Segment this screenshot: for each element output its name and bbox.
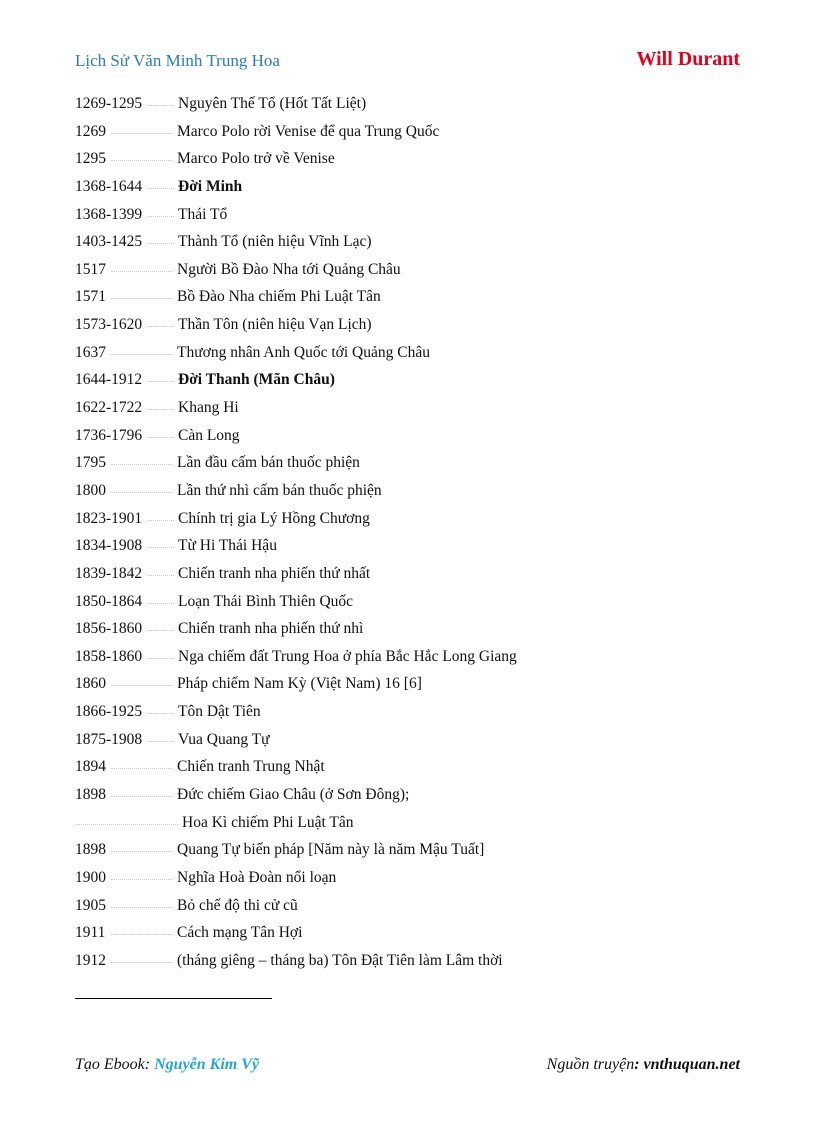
dot-leader (147, 713, 174, 714)
timeline-event: Tôn Dật Tiên (178, 703, 261, 721)
book-title: Lịch Sử Văn Minh Trung Hoa (75, 51, 280, 70)
timeline-event: Thành Tổ (niên hiệu Vĩnh Lạc) (178, 233, 372, 251)
timeline-row (75, 783, 755, 811)
timeline-date: 1866-1925 (75, 703, 143, 721)
timeline-date: 1839-1842 (75, 564, 143, 582)
dot-leader (111, 160, 173, 161)
dot-leader (147, 603, 174, 604)
timeline-row (75, 838, 755, 866)
timeline-event: Bỏ chế độ thi cử cũ (177, 896, 298, 914)
dot-leader (111, 851, 173, 852)
dot-leader (147, 105, 174, 106)
timeline-date: 1875-1908 (75, 730, 143, 748)
timeline-row (75, 562, 755, 590)
dot-leader (147, 658, 174, 659)
timeline-event: Hoa Kì chiếm Phi Luật Tân (182, 813, 354, 831)
timeline-row (75, 285, 755, 313)
timeline-row (75, 451, 755, 479)
timeline-row (75, 645, 755, 673)
timeline-date: 1900 (75, 868, 106, 886)
dot-leader (111, 354, 173, 355)
timeline-date: 1368-1399 (75, 205, 143, 223)
dot-leader (147, 326, 174, 327)
timeline-event: Cách mạng Tân Hợi (177, 924, 303, 942)
timeline-event: Lần đầu cấm bán thuốc phiện (177, 454, 360, 472)
footer-ebook-credit: Tạo Ebook: Nguyễn Kim Vỹ (75, 1056, 259, 1073)
timeline-date: 1905 (75, 896, 106, 914)
timeline-row (75, 700, 755, 728)
dot-leader (75, 824, 178, 825)
timeline-date: 1637 (75, 343, 106, 361)
timeline-date: 1912 (75, 951, 106, 969)
timeline-date: 1800 (75, 481, 106, 499)
dot-leader (111, 962, 173, 963)
timeline-event: Đời Thanh (Mãn Châu) (178, 371, 335, 389)
timeline-row (75, 728, 755, 756)
dot-leader (111, 768, 173, 769)
timeline-date: 1795 (75, 454, 106, 472)
dot-leader (111, 879, 173, 880)
footnote-divider (75, 998, 272, 999)
timeline-event: Chiến tranh Trung Nhật (177, 758, 325, 776)
timeline-row (75, 341, 755, 369)
timeline-event: Khang Hi (178, 399, 239, 417)
timeline-row (75, 672, 755, 700)
timeline-date: 1517 (75, 260, 106, 278)
footer-source-credit: Nguồn truyện: vnthuquan.net (546, 1056, 740, 1073)
timeline-event: (tháng giêng – tháng ba) Tôn Đật Tiên làm Lâm thời (177, 951, 503, 969)
source-label: Nguồn truyện (546, 1056, 635, 1073)
timeline-row (75, 866, 755, 894)
timeline-event: Loạn Thái Bình Thiên Quốc (178, 592, 354, 610)
timeline-row (75, 230, 755, 258)
dot-leader (147, 575, 174, 576)
ebook-creator: Nguyễn Kim Vỹ (154, 1056, 259, 1073)
timeline-row (75, 258, 755, 286)
dot-leader (147, 437, 174, 438)
timeline-date: 1403-1425 (75, 233, 143, 251)
timeline-event: Nguyên Thế Tổ (Hốt Tất Liệt) (178, 95, 367, 112)
timeline-event: Càn Long (178, 426, 240, 444)
timeline-row (75, 396, 755, 424)
timeline-row (75, 424, 755, 452)
timeline-date: 1295 (75, 150, 106, 168)
timeline-row (75, 368, 755, 396)
timeline-event: Bồ Đào Nha chiếm Phi Luật Tân (177, 288, 381, 306)
dot-leader (111, 492, 173, 493)
timeline-event: Từ Hi Thái Hậu (178, 537, 277, 555)
dot-leader (111, 934, 173, 935)
timeline-row (75, 755, 755, 783)
dot-leader (147, 409, 174, 410)
timeline-event: Thần Tôn (niên hiệu Vạn Lịch) (178, 316, 372, 334)
timeline-event: Vua Quang Tự (178, 730, 270, 748)
timeline-event: Nga chiếm đất Trung Hoa ở phía Bắc Hắc Long Giang (178, 647, 517, 665)
timeline-event: Thái Tổ (178, 205, 228, 223)
timeline-date: 1834-1908 (75, 537, 143, 555)
timeline-row (75, 479, 755, 507)
timeline-date: 1269 (75, 122, 106, 140)
timeline-row (75, 949, 755, 977)
timeline-row (75, 147, 755, 175)
timeline-row (75, 921, 755, 949)
dot-leader (147, 188, 174, 189)
timeline-date: 1898 (75, 841, 106, 859)
timeline-event: Lần thứ nhì cấm bán thuốc phiện (177, 481, 382, 499)
timeline-event: Chính trị gia Lý Hồng Chương (178, 509, 370, 527)
timeline-list (75, 92, 755, 977)
timeline-date: 1573-1620 (75, 316, 143, 334)
timeline-row (75, 313, 755, 341)
timeline-row (75, 203, 755, 231)
dot-leader (111, 907, 173, 908)
timeline-event: Marco Polo trở về Venise (177, 150, 335, 168)
author-name: Will Durant (636, 48, 740, 70)
timeline-row (75, 120, 755, 148)
timeline-date: 1860 (75, 675, 106, 693)
timeline-date: 1823-1901 (75, 509, 143, 527)
timeline-date: 1571 (75, 288, 106, 306)
timeline-event: Đức chiếm Giao Châu (ở Sơn Đông); (177, 786, 410, 804)
dot-leader (147, 520, 174, 521)
timeline-row (75, 175, 755, 203)
dot-leader (111, 796, 173, 797)
timeline-event: Pháp chiếm Nam Kỳ (Việt Nam) 16 [6] (177, 675, 422, 693)
dot-leader (111, 298, 173, 299)
timeline-event: Đời Minh (178, 177, 243, 195)
timeline-row (75, 811, 755, 839)
dot-leader (147, 381, 174, 382)
timeline-row (75, 92, 755, 120)
timeline-date: 1736-1796 (75, 426, 143, 444)
dot-leader (111, 271, 173, 272)
timeline-row (75, 894, 755, 922)
timeline-date: 1622-1722 (75, 399, 143, 417)
timeline-event: Thương nhân Anh Quốc tới Quảng Châu (177, 343, 430, 361)
timeline-date: 1894 (75, 758, 106, 776)
dot-leader (147, 243, 174, 244)
dot-leader (111, 685, 173, 686)
timeline-event: Nghĩa Hoà Đoàn nổi loạn (177, 868, 337, 886)
timeline-event: Chiến tranh nha phiến thứ nhì (178, 620, 364, 638)
timeline-date: 1269-1295 (75, 95, 143, 112)
dot-leader (147, 216, 174, 217)
dot-leader (147, 630, 174, 631)
timeline-event: Marco Polo rời Venise để qua Trung Quốc (177, 122, 440, 140)
timeline-event: Chiến tranh nha phiến thứ nhất (178, 564, 371, 582)
timeline-date: 1856-1860 (75, 620, 143, 638)
timeline-row (75, 590, 755, 618)
timeline-date: 1911 (75, 924, 106, 942)
ebook-label: Tạo Ebook (75, 1056, 145, 1073)
timeline-date: 1898 (75, 786, 106, 804)
dot-leader (147, 741, 174, 742)
timeline-date: 1368-1644 (75, 177, 143, 195)
dot-leader (111, 133, 173, 134)
timeline-date: 1850-1864 (75, 592, 143, 610)
timeline-row (75, 534, 755, 562)
timeline-row (75, 617, 755, 645)
dot-leader (147, 547, 174, 548)
source-site: vnthuquan.net (643, 1056, 740, 1073)
timeline-event: Người Bồ Đào Nha tới Quảng Châu (177, 260, 401, 278)
timeline-date: 1644-1912 (75, 371, 143, 389)
timeline-row (75, 507, 755, 535)
timeline-event: Quang Tự biến pháp [Năm này là năm Mậu Tuất] (177, 841, 485, 859)
timeline-date: 1858-1860 (75, 647, 143, 665)
dot-leader (111, 464, 173, 465)
